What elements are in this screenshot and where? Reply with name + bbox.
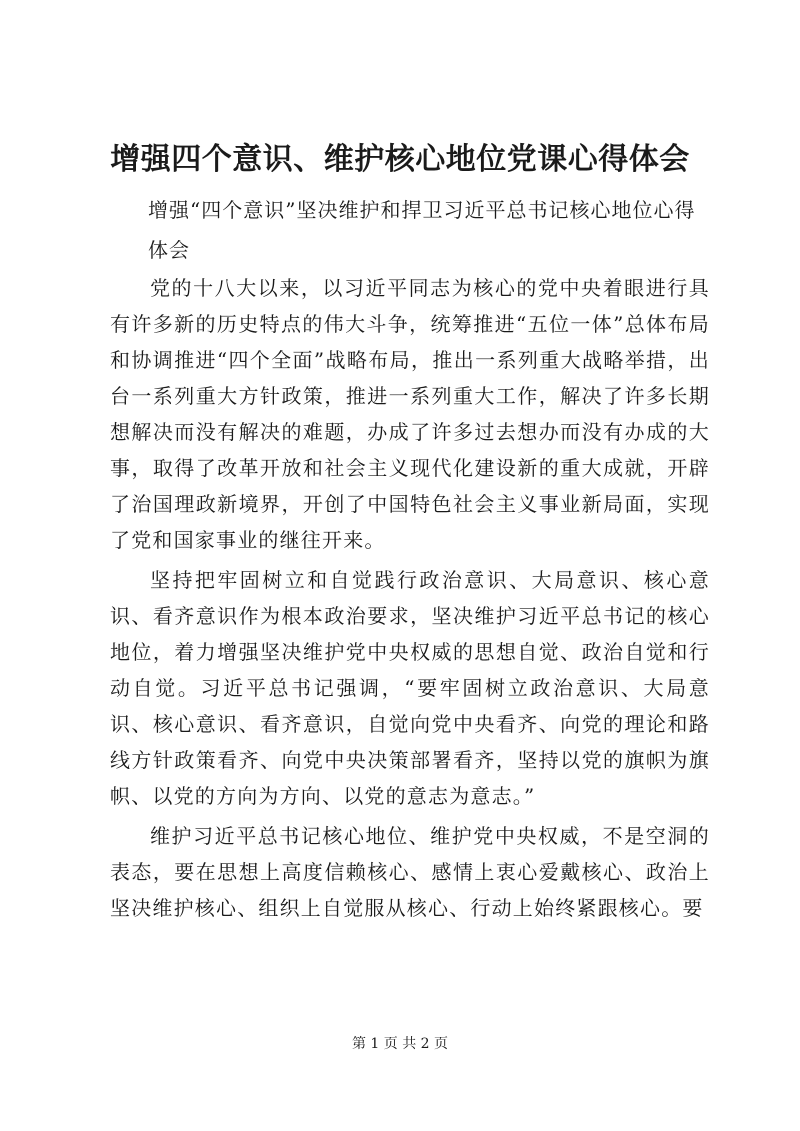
document-subtitle: 增强“四个意识”坚决维护和捍卫习近平总书记核心地位心得体会	[148, 198, 696, 262]
paragraph-2: 坚持把牢固树立和自觉践行政治意识、大局意识、核心意识、看齐意识作为根本政治要求，坚决维护习近平总书记的核心地位，着力增强坚决维护党中央权威的思想自觉、政治自觉和行动自觉。习近平总书记强调，“要牢固树立政治意识、大局意识、核心意识、看齐意识，自觉向党中央看齐、向党的理论和路线方针政策看齐、向党中央决策部署看齐，坚持以党的旗帜为旗帜、以党的方向为方向、以党的意志为意志。”	[110, 568, 710, 808]
document-title: 增强四个意识、维护核心地位党课心得体会	[110, 142, 690, 177]
document-body	[110, 270, 710, 930]
page-footer: 第 1 页 共 2 页	[351, 1036, 449, 1052]
paragraph-3: 维护习近平总书记核心地位、维护党中央权威，不是空洞的表态，要在思想上高度信赖核心、感情上衷心爱戴核心、政治上坚决维护核心、组织上自觉服从核心、行动上始终紧跟核心。要	[110, 824, 710, 920]
paragraph-1: 党的十八大以来，以习近平同志为核心的党中央着眼进行具有许多新的历史特点的伟大斗争，统筹推进“五位一体”总体布局和协调推进“四个全面”战略布局，推出一系列重大战略举措，出台一系列重大方针政策，推进一系列重大工作，解决了许多长期想解决而没有解决的难题，办成了许多过去想办而没有办成的大事，取得了改革开放和社会主义现代化建设新的重大成就，开辟了治国理政新境界，开创了中国特色社会主义事业新局面，实现了党和国家事业的继往开来。	[110, 276, 710, 552]
